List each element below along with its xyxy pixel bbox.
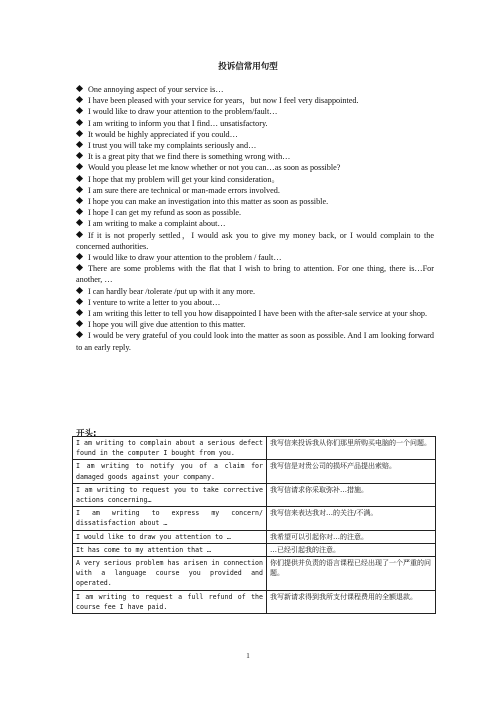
diamond-bullet-icon xyxy=(76,264,84,272)
chinese-cell: 我写信来表达我对…的关注/不满。 xyxy=(267,507,436,530)
chinese-cell: 我写信是对贵公司的损坏产品提出索赔。 xyxy=(267,460,436,483)
phrase-table xyxy=(72,436,436,614)
bullet-list xyxy=(76,84,434,353)
diamond-bullet-icon xyxy=(76,119,84,127)
diamond-bullet-icon xyxy=(76,219,84,227)
list-item: I hope you will give due attention to this matter. xyxy=(76,319,434,330)
diamond-bullet-icon xyxy=(76,186,84,194)
list-item: I would like to draw your attention to the problem/fault… xyxy=(76,106,434,117)
list-item: There are some problems with the flat that I wish to bring to attention. For one thing, there is…For another, … xyxy=(76,264,434,285)
diamond-bullet-icon xyxy=(76,175,84,183)
table-row xyxy=(73,557,436,591)
diamond-bullet-icon xyxy=(76,85,84,93)
chinese-cell: 我写信来投诉我从你们那里所购买电脑的一个问题。 xyxy=(267,437,436,460)
table-row xyxy=(73,483,436,506)
diamond-bullet-icon xyxy=(76,130,84,138)
diamond-bullet-icon xyxy=(76,107,84,115)
list-item: I am writing to inform you that I find… unsatisfactory. xyxy=(76,118,434,129)
list-item: I am sure there are technical or man-made errors involved. xyxy=(76,185,434,196)
chinese-cell: 我写新请求得到我所支付课程费用的全额退款。 xyxy=(267,590,436,613)
list-item: I would be very grateful of you could look into the matter as soon as possible. And I am looking forward to an early reply. xyxy=(76,331,434,352)
table-row xyxy=(73,437,436,460)
diamond-bullet-icon xyxy=(76,231,84,239)
diamond-bullet-icon xyxy=(76,331,84,339)
table-row xyxy=(73,530,436,543)
list-item: It is a great pity that we find there is something wrong with… xyxy=(76,151,434,162)
list-item: I hope you can make an investigation into this matter as soon as possible. xyxy=(76,196,434,207)
english-cell: I am writing to complain about a serious defect found in the computer I bought from you. xyxy=(73,437,267,460)
list-item: I would like to draw your attention to the problem / fault… xyxy=(76,252,434,263)
diamond-bullet-icon xyxy=(76,287,84,295)
list-item: I hope I can get my refund as soon as possible. xyxy=(76,207,434,218)
diamond-bullet-icon xyxy=(76,309,84,317)
list-item: I can hardly bear /tolerate /put up with it any more. xyxy=(76,286,434,297)
table-row xyxy=(73,507,436,530)
english-cell: I am writing to request you to take corrective actions concerning… xyxy=(73,483,267,506)
english-cell: I am writing to express my concern/ dissatisfaction about … xyxy=(73,507,267,530)
table-row xyxy=(73,590,436,613)
chinese-cell: 你们提供并负责的语言课程已经出现了一个严重的问题。 xyxy=(267,557,436,591)
list-item: I trust you will take my complaints seriously and… xyxy=(76,140,434,151)
section-heading: 开头: xyxy=(76,429,97,439)
diamond-bullet-icon xyxy=(76,152,84,160)
list-item: I hope that my problem will get your kind consideration。 xyxy=(76,174,434,185)
table-row xyxy=(73,543,436,556)
diamond-bullet-icon xyxy=(76,141,84,149)
chinese-cell: …已经引起我的注意。 xyxy=(267,543,436,556)
english-cell: I am writing to request a full refund of the course fee I have paid. xyxy=(73,590,267,613)
list-item: One annoying aspect of your service is… xyxy=(76,84,434,95)
diamond-bullet-icon xyxy=(76,163,84,171)
diamond-bullet-icon xyxy=(76,208,84,216)
page-number: 1 xyxy=(246,652,250,660)
list-item: If it is not properly settled，I would ask you to give my money back, or I would complain to the concerned authorities. xyxy=(76,230,434,251)
english-cell: A very serious problem has arisen in connection with a language course you provided and operated. xyxy=(73,557,267,591)
diamond-bullet-icon xyxy=(76,320,84,328)
diamond-bullet-icon xyxy=(76,298,84,306)
table-row xyxy=(73,460,436,483)
list-item: I venture to write a letter to you about… xyxy=(76,297,434,308)
diamond-bullet-icon xyxy=(76,197,84,205)
chinese-cell: 我希望可以引起你对…的注意。 xyxy=(267,530,436,543)
english-cell: I am writing to notify you of a claim for damaged goods against your company. xyxy=(73,460,267,483)
chinese-cell: 我写信请求你采取弥补…措施。 xyxy=(267,483,436,506)
list-item: Would you please let me know whether or not you can…as soon as possible? xyxy=(76,162,434,173)
english-cell: It has come to my attention that … xyxy=(73,543,267,556)
page-title: 投诉信常用句型 xyxy=(218,62,278,72)
list-item: I am writing to make a complaint about… xyxy=(76,218,434,229)
diamond-bullet-icon xyxy=(76,253,84,261)
english-cell: I would like to draw you attention to … xyxy=(73,530,267,543)
diamond-bullet-icon xyxy=(76,96,84,104)
list-item: I have been pleased with your service for years，but now I feel very disappointed. xyxy=(76,95,434,106)
list-item: It would be highly appreciated if you could… xyxy=(76,129,434,140)
list-item: I am writing this letter to tell you how disappointed I have been with the after-sale service at your shop. xyxy=(76,308,434,319)
